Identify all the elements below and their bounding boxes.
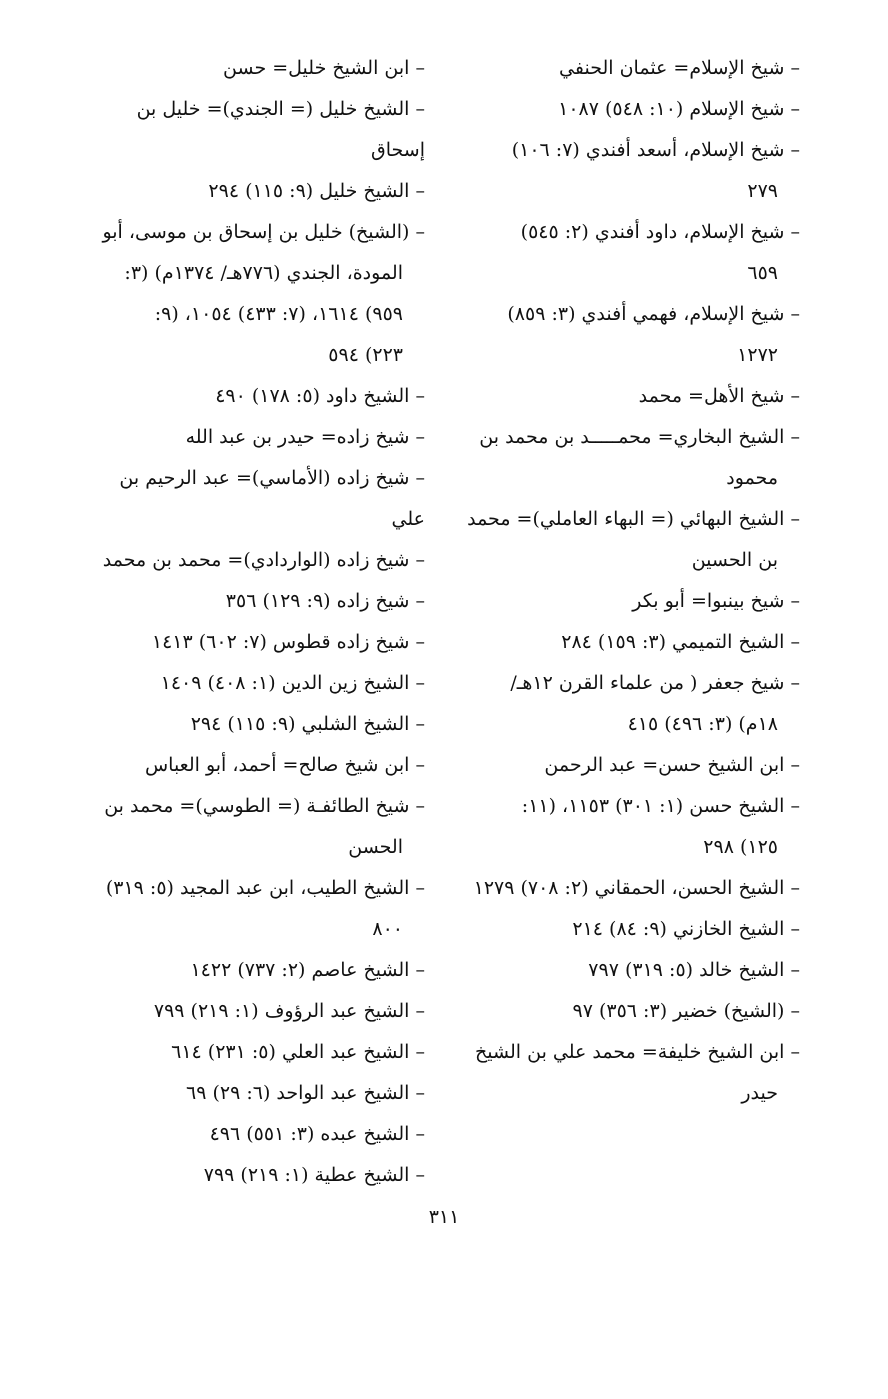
index-entry-text: – الشيخ الحسن، الحمقاني (٢: ٧٠٨) ١٢٧٩ <box>473 877 800 899</box>
index-entry <box>80 745 425 786</box>
index-entry <box>455 950 800 991</box>
index-entry-continuation: ١٨م) (٣: ٤٩٦) ٤١٥ <box>627 713 778 735</box>
index-entry <box>80 868 425 950</box>
index-entry <box>455 294 800 376</box>
index-entry-continuation: ١٢٥) ٢٩٨ <box>703 836 778 858</box>
index-entry-text: – الشيخ الشلبي (٩: ١١٥) ٢٩٤ <box>190 713 425 735</box>
index-entry-text: – الشيخ البهائي (= البهاء العاملي)= محمد <box>467 508 800 530</box>
index-entry-continuation: المودة، الجندي (٧٧٦هـ/ ١٣٧٤م) (٣: <box>124 262 403 284</box>
index-entry-text: – الشيخ خليل (= الجندي)= خليل بن إسحاق <box>136 98 425 161</box>
index-entry-continuation: محمود <box>726 467 778 489</box>
index-entry <box>80 786 425 868</box>
index-entry <box>455 499 800 581</box>
index-entry <box>80 171 425 212</box>
index-entry <box>80 1032 425 1073</box>
index-entry-text: – شيخ زاده (الواردادي)= محمد بن محمد <box>102 549 425 571</box>
index-entry-text: – الشيخ خالد (٥: ٣١٩) ٧٩٧ <box>588 959 800 981</box>
index-entry-text: – الشيخ زين الدين (١: ٤٠٨) ١٤٠٩ <box>160 672 425 694</box>
index-entry <box>455 212 800 294</box>
index-entry <box>455 622 800 663</box>
index-entry-text: – (الشيخ) خضير (٣: ٣٥٦) ٩٧ <box>572 1000 800 1022</box>
index-entry-continuation: الحسن <box>348 836 403 858</box>
index-entry <box>455 786 800 868</box>
index-entry-text: – شيخ الإسلام، داود أفندي (٢: ٥٤٥) <box>520 221 800 243</box>
index-entry <box>455 581 800 622</box>
index-entry-continuation: ٢٧٩ <box>747 180 778 202</box>
index-entry-text: – شيخ جعفر ( من علماء القرن ١٢هـ/ <box>510 672 800 694</box>
index-entry-text: – شيخ زاده= حيدر بن عبد الله <box>185 426 425 448</box>
index-entry-text: – الشيخ عطية (١: ٢١٩) ٧٩٩ <box>203 1164 425 1186</box>
index-entry <box>80 1155 425 1196</box>
index-entry <box>80 581 425 622</box>
index-entry <box>80 1073 425 1114</box>
index-entry-continuation: ٦٥٩ <box>747 262 778 284</box>
index-entry-text: – شيخ زاده (٩: ١٢٩) ٣٥٦ <box>225 590 425 612</box>
index-entry-text: – الشيخ التميمي (٣: ١٥٩) ٢٨٤ <box>561 631 800 653</box>
index-entry <box>80 704 425 745</box>
index-entry <box>455 1032 800 1114</box>
index-entry-text: – شيخ الإسلام، أسعد أفندي (٧: ١٠٦) <box>511 139 800 161</box>
index-entry-text: – شيخ زاده (الأماسي)= عبد الرحيم بن علي <box>119 467 425 530</box>
index-entry <box>80 417 425 458</box>
index-entry-text: – الشيخ عبده (٣: ٥٥١) ٤٩٦ <box>209 1123 425 1145</box>
index-entry-text: – شيخ الإسلام= عثمان الحنفي <box>559 57 800 79</box>
index-entry-continuation: ٢٢٣) ٥٩٤ <box>328 344 403 366</box>
index-entry <box>455 48 800 89</box>
index-entry-text: – ابن الشيخ خليفة= محمد علي بن الشيخ <box>475 1041 800 1063</box>
index-entry-text: ٩٥٩) ١٦١٤، (٧: ٤٣٣) ١٠٥٤، (٩: <box>154 303 403 325</box>
index-entry-text: – الشيخ حسن (١: ٣٠١) ١١٥٣، (١١: <box>521 795 800 817</box>
index-entry <box>80 89 425 171</box>
index-entry-text: – الشيخ عبد الواحد (٦: ٢٩) ٦٩ <box>186 1082 425 1104</box>
index-column-left <box>80 48 425 1196</box>
index-entry-text: – ابن الشيخ خليل= حسن <box>223 57 425 79</box>
index-entry <box>80 991 425 1032</box>
index-entry-text: – ابن شيخ صالح= أحمد، أبو العباس <box>144 754 425 776</box>
index-entry <box>80 663 425 704</box>
index-entry <box>80 376 425 417</box>
index-entry-text: – (الشيخ) خليل بن إسحاق بن موسى، أبو <box>102 221 425 243</box>
index-entry-text: – الشيخ الخازني (٩: ٨٤) ٢١٤ <box>572 918 800 940</box>
index-entry-text: – شيخ الإسلام (١٠: ٥٤٨) ١٠٨٧ <box>558 98 800 120</box>
index-entry <box>80 950 425 991</box>
index-entry-text: – الشيخ الطيب، ابن عبد المجيد (٥: ٣١٩) <box>105 877 425 899</box>
index-entry-text: – الشيخ البخاري= محمـــــد بن محمد بن <box>479 426 800 448</box>
index-entry <box>455 991 800 1032</box>
index-entry-text: – شيخ الأهل= محمد <box>638 385 800 407</box>
index-entry-text: – شيخ زاده قطوس (٧: ٦٠٢) ١٤١٣ <box>151 631 425 653</box>
index-entry-continuation: حيدر <box>741 1082 778 1104</box>
index-entry <box>455 130 800 212</box>
index-entry-continuation: ١٢٧٢ <box>737 344 778 366</box>
index-entry-text: – الشيخ داود (٥: ١٧٨) ٤٩٠ <box>215 385 425 407</box>
index-entry <box>80 540 425 581</box>
index-entry-text: – شيخ الإسلام، فهمي أفندي (٣: ٨٥٩) <box>507 303 800 325</box>
index-entry <box>455 376 800 417</box>
index-entry-continuation: ٨٠٠ <box>372 918 403 940</box>
index-entry-text: – ابن الشيخ حسن= عبد الرحمن <box>544 754 800 776</box>
index-entry-text: – الشيخ عبد العلي (٥: ٢٣١) ٦١٤ <box>171 1041 425 1063</box>
index-entry <box>455 868 800 909</box>
index-entry <box>80 212 425 294</box>
index-entry <box>455 663 800 745</box>
index-column-right <box>455 48 800 1114</box>
index-entry <box>80 458 425 540</box>
index-entry <box>80 622 425 663</box>
index-entry-text: – شيخ بينبوا= أبو بكر <box>632 590 800 612</box>
index-entry-continuation: بن الحسين <box>691 549 778 571</box>
page-number: ٣١١ <box>428 1206 460 1228</box>
index-entry <box>455 909 800 950</box>
index-entry <box>80 294 425 376</box>
index-entry <box>455 417 800 499</box>
index-entry-text: – الشيخ عاصم (٢: ٧٣٧) ١٤٢٢ <box>190 959 425 981</box>
index-entry-text: – الشيخ عبد الرؤوف (١: ٢١٩) ٧٩٩ <box>153 1000 425 1022</box>
index-entry <box>80 48 425 89</box>
index-entry <box>80 1114 425 1155</box>
index-entry <box>455 745 800 786</box>
index-entry <box>455 89 800 130</box>
index-entry-text: – الشيخ خليل (٩: ١١٥) ٢٩٤ <box>208 180 425 202</box>
index-entry-text: – شيخ الطائفـة (= الطوسي)= محمد بن <box>104 795 425 817</box>
